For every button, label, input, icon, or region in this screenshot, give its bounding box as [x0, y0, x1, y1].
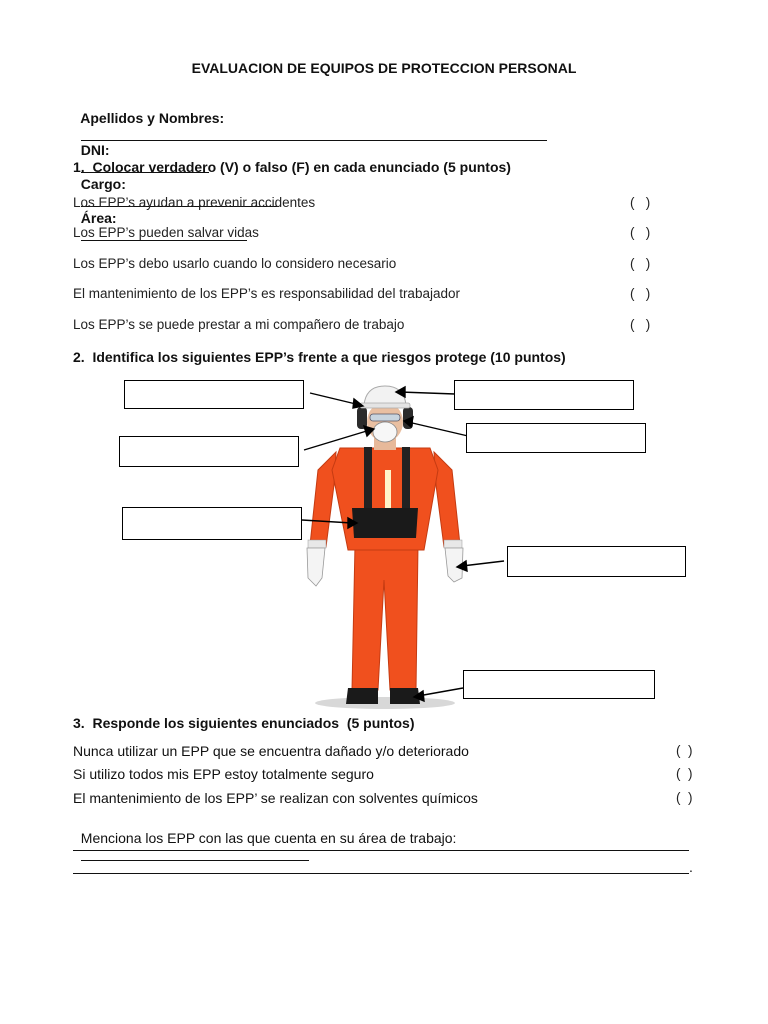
- area-label: Área:: [80, 210, 117, 226]
- section3-heading: 3. Responde los siguientes enunciados (5 puntos): [73, 715, 415, 731]
- worker-ppe-illustration: [0, 370, 768, 715]
- section3-statement: Nunca utilizar un EPP que se encuentra dañado y/o deteriorado: [73, 743, 469, 759]
- ppe-answer-box[interactable]: [466, 423, 646, 453]
- ppe-answer-box[interactable]: [122, 507, 302, 540]
- suit-legs: [352, 545, 418, 690]
- answer-line[interactable]: [73, 836, 689, 851]
- section2-heading: 2. Identifica los siguientes EPP’s frente a que riesgos protege (10 puntos): [73, 349, 566, 365]
- left-cuff: [308, 540, 326, 548]
- pointer-arrow: [462, 561, 504, 566]
- answer-blank[interactable]: ( ): [630, 195, 651, 210]
- pointer-arrow: [408, 422, 468, 436]
- section3-statement: El mantenimiento de los EPP’ se realizan con solventes químicos: [73, 790, 478, 806]
- section1-heading: 1. Colocar verdadero (V) o falso (F) en cada enunciado (5 puntos): [73, 159, 511, 175]
- left-boot-icon: [346, 688, 378, 704]
- answer-blank[interactable]: ( ): [676, 766, 693, 781]
- right-cuff: [444, 540, 462, 548]
- pointer-arrow: [400, 392, 455, 394]
- answer-blank[interactable]: ( ): [630, 286, 651, 301]
- section1-statement: Los EPP’s debo usarlo cuando lo considero necesario: [73, 256, 397, 271]
- ppe-answer-box[interactable]: [463, 670, 655, 699]
- ppe-answer-box[interactable]: [507, 546, 686, 577]
- suit-left-arm: [310, 452, 336, 547]
- pointer-arrow: [310, 393, 360, 405]
- dni-label: DNI:: [80, 142, 110, 158]
- end-mark: .: [689, 859, 693, 875]
- shadow: [315, 697, 455, 709]
- section1-statement: Los EPP’s se puede prestar a mi compañero de trabajo: [73, 317, 405, 332]
- hard-hat-icon: [364, 386, 406, 405]
- suspender-right: [402, 447, 410, 509]
- section1-statement: El mantenimiento de los EPP’s es responsabilidad del trabajador: [73, 286, 460, 301]
- suit-right-arm: [434, 452, 460, 547]
- answer-blank[interactable]: ( ): [676, 790, 693, 805]
- suspender-left: [364, 447, 372, 509]
- ppe-answer-box[interactable]: [119, 436, 299, 467]
- left-glove-icon: [307, 548, 325, 586]
- answer-blank[interactable]: ( ): [630, 256, 651, 271]
- respirator-mask-icon: [373, 422, 397, 442]
- section1-statement: Los EPP’s ayudan a prevenir accidentes: [73, 195, 316, 210]
- cargo-label: Cargo:: [80, 176, 126, 192]
- safety-glasses-icon: [370, 414, 400, 421]
- left-ear-muff-icon: [357, 407, 367, 429]
- section3-statement: Si utilizo todos mis EPP estoy totalmente seguro: [73, 766, 374, 782]
- pointer-arrow: [304, 430, 370, 450]
- section1-statement: Los EPP’s pueden salvar vidas: [73, 225, 259, 240]
- open-question: Menciona los EPP con las que cuenta en su área de trabajo:: [80, 830, 457, 846]
- hard-hat-brim: [360, 403, 410, 408]
- page-title: EVALUACION DE EQUIPOS DE PROTECCION PERSONAL: [191, 60, 577, 76]
- answer-line[interactable]: [73, 859, 689, 874]
- answer-blank[interactable]: ( ): [630, 317, 651, 332]
- name-field-label: Apellidos y Nombres:: [80, 110, 225, 126]
- answer-blank[interactable]: ( ): [630, 225, 651, 240]
- ppe-answer-box[interactable]: [454, 380, 634, 410]
- reflective-strip: [385, 470, 391, 512]
- back-support-belt-icon: [352, 508, 418, 538]
- ppe-answer-box[interactable]: [124, 380, 304, 409]
- answer-blank[interactable]: ( ): [676, 743, 693, 758]
- pointer-arrow: [418, 688, 463, 696]
